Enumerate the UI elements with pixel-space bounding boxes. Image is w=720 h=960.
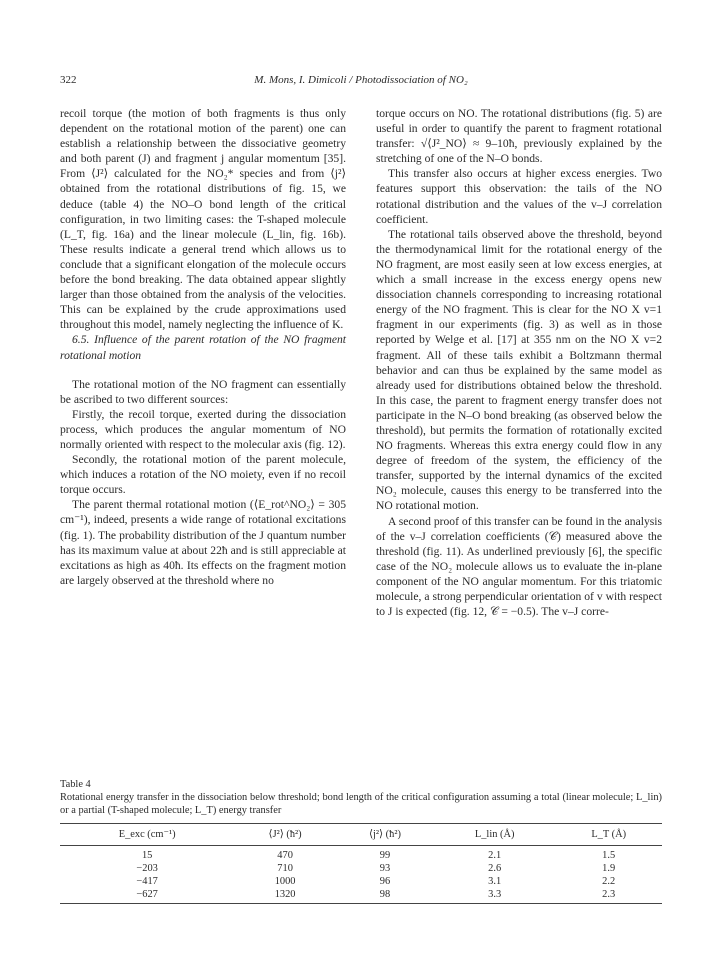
table-cell: 1320: [234, 888, 336, 904]
column-header: L_lin (Å): [434, 824, 555, 846]
page-number: 322: [60, 74, 77, 86]
table-cell: −627: [60, 888, 234, 904]
table-cell: 710: [277, 863, 293, 874]
section-heading: 6.5. Influence of the parent rotation of the NO fragment rotational motion: [60, 333, 346, 362]
table-cell: 2.2: [602, 876, 616, 887]
table-header-row: [60, 824, 662, 846]
table-cell: 3.1: [488, 876, 502, 887]
table-cell: 1.9: [602, 863, 616, 874]
table-caption: Rotational energy transfer in the dissociation below threshold; bond length of the critical configuration assuming a total (linear molecule; L_lin) or a partial (T-shaped molecule; L_T) energy transfer: [60, 792, 662, 816]
table-cell: 15: [141, 850, 153, 861]
body-paragraph: Secondly, the rotational motion of the parent molecule, which induces a rotation of the NO moiety, even if no recoil torque occurs.: [60, 453, 346, 497]
column-header: ⟨j²⟩ (ħ²): [336, 824, 434, 846]
table-cell: 99: [379, 850, 391, 861]
table-cell: 1.5: [602, 850, 616, 861]
data-table: [60, 823, 662, 904]
column-header: L_T (Å): [555, 824, 662, 846]
table-cell: 96: [379, 876, 391, 887]
table-cell: 1000: [274, 876, 296, 887]
table-cell: 470: [277, 850, 293, 861]
running-head: M. Mons, I. Dimicoli / Photodissociation of NO₂: [254, 74, 468, 86]
table-cell: 98: [336, 888, 434, 904]
table-cell: −417: [136, 876, 158, 887]
table-cell: 2.1: [488, 850, 502, 861]
table-cell: 93: [379, 863, 391, 874]
body-paragraph: recoil torque (the motion of both fragments is thus only dependent on the rotational motion of the parent) one can establish a relationship between the dissociative geometry and both parent (J) and fragment j angular momentum [35]. From ⟨J²⟩ calculated for the NO₂* species and from ⟨j²⟩ obtained from the rotational distributions of fig. 15, we deduce (table 4) the NO–O bond length of the critical configuration, in two limiting cases: the T-shaped molecule (L_T, fig. 16a) and the linear molecule (L_lin, fig. 16b). These results indicate a general trend which allows us to conclude that a significant elongation of the molecule occurs before the bond breaking. The data obtained appear slightly larger than those obtained from the analysis of the velocities. This can be explained by the crude approximations used throughout this model, namely neglecting the influence of K.: [60, 107, 346, 332]
body-paragraph: The parent thermal rotational motion (⟨E_rot^NO₂⟩ = 305 cm⁻¹), indeed, presents a wide range of rotational excitations (fig. 1). The probability distribution of the J quantum number has its maximum value at about 22ħ and is still appreciable at excitations as high as 40ħ. Its effects on the fragment motion are largely observed at the threshold where no: [60, 498, 346, 587]
body-paragraph: The rotational tails observed above the threshold, beyond the thermodynamical limit for the rotational energy of the NO fragment, are most easily seen at low excess energies, at which a small increase in the excess energy opens new dissociation channels corresponding to increasing rotational energy of the NO fragment. This is clear for the NO X v=1 fragment in our experiments (fig. 3) as well as in those reported by Welge et al. [17] at 355 nm on the NO X v=2 fragment. All of these tails exhibit a Boltzmann thermal behavior and can thus be explained by the same model as already used for distributions obtained below the threshold. In this case, the parent to fragment energy transfer does not participate in the N–O bond breaking (as observed below the threshold), but permits the formation of rotationally excited NO fragments. Whereas this extra energy could flow in any degree of freedom of the system, the efficiency of the transfer, supported by the internal dynamics of the excited NO₂ molecule, causes this energy to be transferred into the NO rotational motion.: [376, 227, 662, 513]
left-column: [60, 106, 346, 588]
table-cell: 3.3: [434, 888, 555, 904]
body-paragraph: This transfer also occurs at higher excess energies. Two features support this observation: the tails of the NO rotational distribution and the values of the v–J correlation coefficient.: [376, 167, 662, 226]
table-label: Table 4: [60, 779, 91, 790]
table-cell: −203: [136, 863, 158, 874]
body-paragraph: Firstly, the recoil torque, exerted during the dissociation process, which produces the angular momentum of NO normally oriented with respect to the molecular axis (fig. 12).: [60, 407, 346, 451]
right-column: [376, 106, 662, 619]
body-paragraph: torque occurs on NO. The rotational distributions (fig. 5) are useful in order to quantify the parent to fragment rotational transfer: √⟨J²_NO⟩ ≈ 9–10ħ, previously explained by the stretching of one of the N–O bonds.: [376, 107, 662, 166]
table-cell: 2.3: [555, 888, 662, 904]
table-cell: 2.6: [488, 863, 502, 874]
column-header: E_exc (cm⁻¹): [60, 824, 234, 846]
column-header: ⟨J²⟩ (ħ²): [234, 824, 336, 846]
table-4: [60, 778, 662, 904]
table-row: [60, 862, 662, 875]
table-row: [60, 846, 662, 863]
table-row: [60, 888, 662, 904]
body-paragraph: A second proof of this transfer can be found in the analysis of the v–J correlation coefficients (𝒞) measured above the threshold (fig. 11). As underlined previously [6], the specific case of the NO₂ molecule allows us to evaluate the in-plane component of the NO angular momentum. For this triatomic molecule, a strong perpendicular orientation of v with respect to J is expected (fig. 12, 𝒞 = −0.5). The v–J corre-: [376, 514, 662, 619]
body-paragraph: The rotational motion of the NO fragment can essentially be ascribed to two different sources:: [60, 377, 346, 406]
page-header: [60, 74, 662, 90]
table-row: [60, 875, 662, 888]
